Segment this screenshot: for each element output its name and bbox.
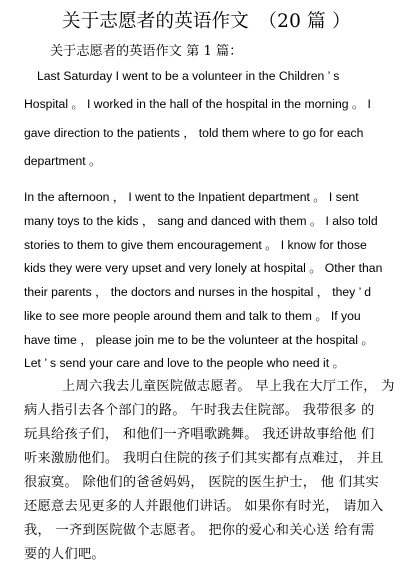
document-title: 关于志愿者的英语作文 （20 篇 ） bbox=[62, 11, 351, 32]
english-paragraph-2-line: In the afternoon ， I went to the Inpatient department 。 I sent bbox=[24, 190, 359, 204]
chinese-paragraph-line: 还愿意去见更多的人并跟他们讲话。 如果你有时光， 请加入 bbox=[24, 499, 384, 514]
english-paragraph-1-line: gave direction to the patients ， told them where to go for each bbox=[24, 126, 364, 140]
english-paragraph-1-line: Last Saturday I went to be a volunteer in the Children ’ s bbox=[37, 69, 340, 83]
chinese-paragraph-line: 病人指引去各个部门的路。 午时我去住院部。 我带很多 的 bbox=[24, 403, 375, 418]
chinese-paragraph-line: 很寂寞。 除他们的爸爸妈妈， 医院的医生护士， 他 们其实 bbox=[24, 475, 380, 490]
english-paragraph-2-line: have time ， please join me to be the volunteer at the hospital 。 bbox=[24, 333, 374, 347]
section-heading: 关于志愿者的英语作文 第 1 篇： bbox=[50, 44, 243, 59]
english-paragraph-1-line: Hospital 。 I worked in the hall of the hospital in the morning 。 I bbox=[24, 97, 371, 111]
english-paragraph-2-line: Let ’ s send your care and love to the people who need it 。 bbox=[24, 356, 345, 370]
english-paragraph-2-line: many toys to the kids ， sang and danced with them 。 I also told bbox=[24, 214, 378, 228]
chinese-paragraph-line: 我， 一齐到医院做个志愿者。 把你的爱心和关心送 给有需 bbox=[24, 523, 375, 538]
chinese-paragraph-line: 听来激励他们。 我明白住院的孩子们其实都有点难过， 并且 bbox=[24, 451, 384, 466]
english-paragraph-2-line: like to see more people around them and talk to them 。 If you bbox=[24, 309, 361, 323]
english-paragraph-2-line: stories to them to give them encouragement 。 I know for those bbox=[24, 238, 367, 252]
chinese-paragraph-line: 玩具给孩子们， 和他们一齐唱歌跳舞。 我还讲故事给他 们 bbox=[24, 427, 375, 442]
chinese-paragraph-line: 上周六我去儿童医院做志愿者。 早上我在大厅工作， 为 bbox=[62, 379, 395, 394]
chinese-paragraph-line: 要的人们吧。 bbox=[24, 547, 105, 562]
english-paragraph-2-line: their parents ， the doctors and nurses in the hospital ， they ’ d bbox=[24, 285, 372, 299]
english-paragraph-1-line: department 。 bbox=[24, 154, 102, 168]
english-paragraph-2-line: kids they were very upset and very lonely at hospital 。 Other than bbox=[24, 261, 383, 275]
